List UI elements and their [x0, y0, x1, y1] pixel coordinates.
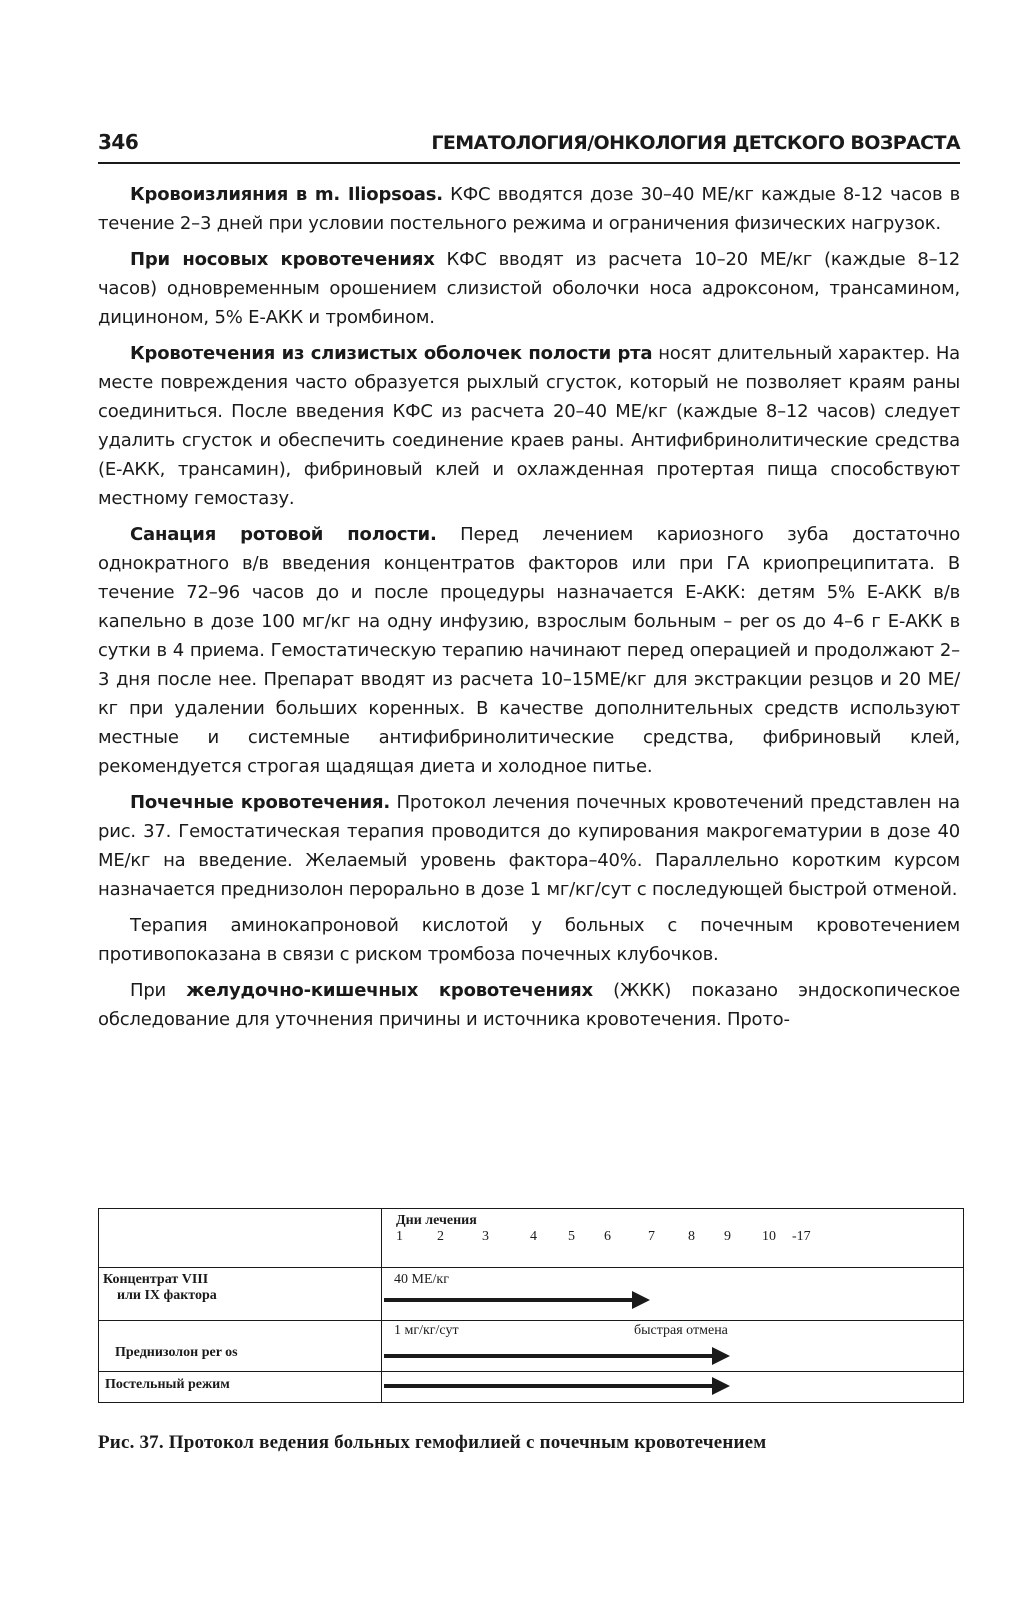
paragraph-text: КФС вводят из расчета 10–20 МЕ/кг (каждые 8–12 часов) одновременным орошением слизистой оболочки носа адроксоном, трансамином, дициноном, 5% Е-АКК и тромбином.	[98, 249, 960, 328]
treatment-arrow-line	[384, 1354, 714, 1358]
running-title: ГЕМАТОЛОГИЯ/ОНКОЛОГИЯ ДЕТСКОГО ВОЗРАСТА	[431, 132, 960, 154]
row-label-cell	[99, 1268, 382, 1321]
figure-caption: Рис. 37. Протокол ведения больных гемофилией с почечным кровотечением	[98, 1432, 767, 1453]
paragraph-text: носят длительный характер. На месте повреждения часто образуется рыхлый сгусток, который не позволяет краям раны соединиться. После введения КФС из расчета 20–40 МЕ/кг (каждые 8–12 часов) следует удалить сгусток и обеспечить соединение краев раны. Антифибринолитические средства (Е-АКК, трансамин), фибриновый клей и охлажденная протертая пища способствуют местному гемостазу.	[98, 343, 960, 509]
row-label-cell	[99, 1372, 382, 1403]
table-row	[99, 1372, 964, 1403]
timeline	[382, 1268, 963, 1320]
paragraph-text: Терапия аминокапроновой кислотой у больных с почечным кровотечением противопоказана в связи с риском тромбоза почечных клубочков.	[98, 915, 960, 965]
day-number: -17	[792, 1229, 811, 1244]
row-label: Постельный режим	[105, 1377, 230, 1392]
row-label: Концентрат VIII	[103, 1272, 209, 1287]
day-number: 8	[688, 1229, 695, 1244]
treatment-protocol-table	[98, 1208, 964, 1403]
row-label: или IX фактора	[117, 1288, 217, 1303]
day-number: 6	[604, 1229, 611, 1244]
paragraph-pre: При	[130, 980, 187, 1001]
paragraph	[98, 976, 960, 1034]
day-number: 2	[437, 1229, 444, 1244]
paragraph	[98, 788, 960, 904]
paragraph	[98, 339, 960, 513]
timeline-cell	[382, 1268, 964, 1321]
timeline	[382, 1372, 963, 1402]
day-number: 9	[724, 1229, 731, 1244]
paragraph	[98, 911, 960, 969]
days-header-cell	[382, 1209, 964, 1268]
day-number: 1	[396, 1229, 403, 1244]
paragraph-text: Протокол лечения почечных кровотечений представлен на рис. 37. Гемостатическая терапия проводится до купирования макрогематурии в дозе 40 МЕ/кг на введение. Желаемый уровень фактора–40%. Параллельно коротким курсом назначается преднизолон перорально в дозе 1 мг/кг/сут с последующей быстрой отменой.	[98, 792, 960, 900]
timeline	[382, 1321, 963, 1371]
taper-note: быстрая отмена	[634, 1323, 728, 1338]
dose-note: 1 мг/кг/сут	[394, 1323, 459, 1338]
body-text	[98, 180, 960, 1041]
paragraph-text: (ЖКК) показано эндоскопическое обследование для уточнения причины и источника кровотечения. Прото-	[98, 980, 960, 1030]
arrow-head-icon	[632, 1291, 650, 1309]
dose-note: 40 МЕ/кг	[394, 1272, 449, 1287]
days-scale	[382, 1229, 963, 1251]
paragraph	[98, 245, 960, 332]
paragraph-lead: Санация ротовой полости.	[130, 524, 437, 545]
table-row	[99, 1268, 964, 1321]
paragraph-emphasis: желудочно-кишечных кровотечениях	[186, 980, 593, 1001]
row-label-cell	[99, 1321, 382, 1372]
page-number: 346	[98, 130, 139, 154]
paragraph-lead: Почечные кровотечения.	[130, 792, 391, 813]
day-number: 3	[482, 1229, 489, 1244]
arrow-head-icon	[712, 1347, 730, 1365]
page-header	[98, 126, 960, 164]
treatment-arrow-line	[384, 1298, 634, 1302]
days-title: Дни лечения	[396, 1213, 477, 1228]
arrow-head-icon	[712, 1377, 730, 1395]
row-label: Преднизолон per os	[115, 1345, 238, 1360]
day-number: 10	[762, 1229, 776, 1244]
treatment-arrow-line	[384, 1384, 714, 1388]
paragraph-text: Перед лечением кариозного зуба достаточно однократного в/в введения концентратов факторов или при ГА криопреципитата. В течение 72–96 часов до и после процедуры назначается Е-АКК: детям 5% Е-АКК в/в капельно в дозе 100 мг/кг на одну инфузию, взрослым больным – per os до 4–6 г Е-АКК в сутки в 4 приема. Гемостатическую терапию начинают перед операцией и продолжают 2–3 дня после нее. Препарат вводят из расчета 10–15МЕ/кг для экстракции резцов и 20 МЕ/кг при удалении больших коренных. В качестве дополнительных средств используют местные и системные антифибринолитические средства, фибриновый клей, рекомендуется строгая щадящая диета и холодное питье.	[98, 524, 961, 777]
table-row	[99, 1321, 964, 1372]
paragraph-text: КФС вводятся дозе 30–40 МЕ/кг каждые 8-12 часов в течение 2–3 дней при условии постельного режима и ограничения физических нагрузок.	[98, 184, 960, 234]
paragraph-lead: Кровотечения из слизистых оболочек полости рта	[130, 343, 653, 364]
day-number: 5	[568, 1229, 575, 1244]
paragraph	[98, 180, 960, 238]
timeline-cell	[382, 1372, 964, 1403]
paragraph	[98, 520, 960, 781]
day-number: 4	[530, 1229, 537, 1244]
day-number: 7	[648, 1229, 655, 1244]
paragraph-lead: При носовых кровотечениях	[130, 249, 435, 270]
timeline-cell	[382, 1321, 964, 1372]
table-header-row	[99, 1209, 964, 1268]
paragraph-lead: Кровоизлияния в m. Iliopsoas.	[130, 184, 443, 205]
empty-corner-cell	[99, 1209, 382, 1268]
